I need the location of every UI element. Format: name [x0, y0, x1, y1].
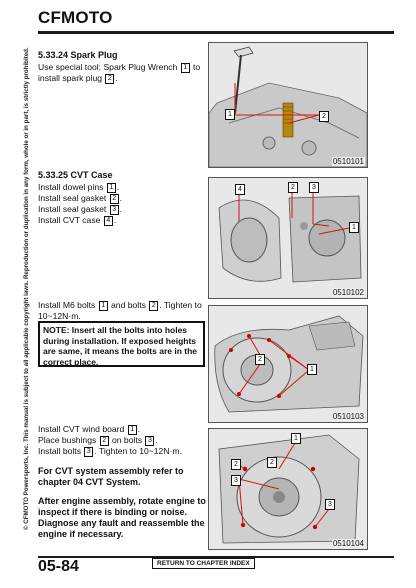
inspection-paragraph: After engine assembly, rotate engine to inspect if there is binding or noise. Diagnose any fault and reassemble the engine if necessary.: [38, 496, 206, 539]
ref-marker: 1: [99, 301, 108, 311]
step-line: [38, 215, 122, 226]
bolts-text: Install M6 bolts: [38, 300, 96, 310]
step-text: Place bushings: [38, 435, 97, 445]
figure-code: 0510104: [332, 539, 364, 548]
ref-marker: 2: [105, 74, 114, 84]
callout-label: 2: [319, 111, 329, 122]
figure-code: 0510101: [332, 157, 364, 166]
step-text: Install bolts: [38, 446, 81, 456]
step-end: .: [119, 193, 122, 203]
ref-marker: 1: [107, 183, 116, 193]
step-text: Install dowel pins: [38, 182, 104, 192]
step-text: Install seal gasket: [38, 193, 107, 203]
callout-label: 1: [349, 222, 359, 233]
callout-label: 2: [231, 459, 241, 470]
ref-marker: 1: [128, 425, 137, 435]
callout-label: 3: [231, 475, 241, 486]
wind-board-steps: [38, 424, 182, 457]
engine-bolts-illustration: [209, 306, 367, 422]
brand-logo: CFMOTO: [38, 8, 113, 27]
figure-code: 0510103: [332, 412, 364, 421]
step-end: . Tighten to 10~12N·m.: [94, 446, 182, 456]
section-title-spark-plug: 5.33.24 Spark Plug: [38, 50, 118, 60]
step-end: on bolts: [111, 435, 143, 445]
callout-label: 3: [325, 499, 335, 510]
return-to-chapter-index-link[interactable]: RETURN TO CHAPTER INDEX: [152, 558, 255, 569]
note-box: NOTE: Insert all the bolts into holes during installation. If exposed heights are same, it means the bolts are in the correct place.: [38, 321, 205, 367]
spark-plug-text: .: [115, 73, 118, 83]
ref-marker: 3: [145, 436, 154, 446]
spark-plug-text: install spark plug: [38, 73, 103, 83]
step-end: .: [119, 204, 122, 214]
callout-label: 4: [235, 184, 245, 195]
cvt-case-illustration: [209, 178, 367, 298]
step-text: Install CVT wind board: [38, 424, 125, 434]
ref-marker: 3: [110, 205, 119, 215]
spark-plug-text: to: [193, 62, 201, 72]
cvt-reference-paragraph: For CVT system assembly refer to chapter 04 CVT System.: [38, 466, 184, 487]
step-end: .: [137, 424, 140, 434]
ref-marker: 2: [149, 301, 158, 311]
figure-code: 0510102: [332, 288, 364, 297]
ref-marker: 3: [84, 447, 93, 457]
spark-plug-text: Use special tool: Spark Plug Wrench: [38, 62, 178, 72]
cvt-wind-board-illustration: [209, 429, 367, 549]
callout-label: 2: [288, 182, 298, 193]
callout-label: 1: [225, 109, 235, 120]
spark-plug-instructions: [38, 62, 200, 84]
callout-label: 3: [309, 182, 319, 193]
bolts-text: and bolts: [111, 300, 146, 310]
figure-bolts: [208, 305, 368, 423]
callout-label: 2: [267, 457, 277, 468]
callout-label: 1: [291, 433, 301, 444]
step-line: [38, 193, 122, 204]
section-title-cvt-case: 5.33.25 CVT Case: [38, 170, 113, 180]
figure-spark-plug: [208, 42, 368, 168]
page-number: 05-84: [38, 558, 79, 575]
bolts-torque: 10~12N·m.: [38, 311, 81, 321]
ref-marker: 4: [104, 216, 113, 226]
cvt-case-steps: [38, 182, 122, 226]
callout-label: 1: [307, 364, 317, 375]
step-end: .: [113, 215, 117, 225]
copyright-notice: © CFMOTO Powersports, Inc. This manual is subject to all applicable copyright laws. Reproduction or duplication in any form, whole or in part, is strictly prohibited.: [23, 47, 30, 530]
ref-marker: 1: [181, 63, 190, 73]
step-text: Install CVT case: [38, 215, 101, 225]
figure-cvt-case: [208, 177, 368, 299]
ref-marker: 2: [110, 194, 119, 204]
bolts-text: . Tighten to: [159, 300, 202, 310]
figure-wind-board: [208, 428, 368, 550]
step-line: [38, 182, 122, 193]
step-end: .: [116, 182, 120, 192]
callout-label: 2: [255, 354, 265, 365]
bolts-instructions: [38, 300, 202, 322]
header-rule: [38, 31, 394, 34]
engine-head-illustration: [209, 43, 367, 167]
ref-marker: 2: [100, 436, 109, 446]
step-text: Install seal gasket: [38, 204, 107, 214]
step-end: .: [155, 435, 158, 445]
step-line: [38, 204, 122, 215]
